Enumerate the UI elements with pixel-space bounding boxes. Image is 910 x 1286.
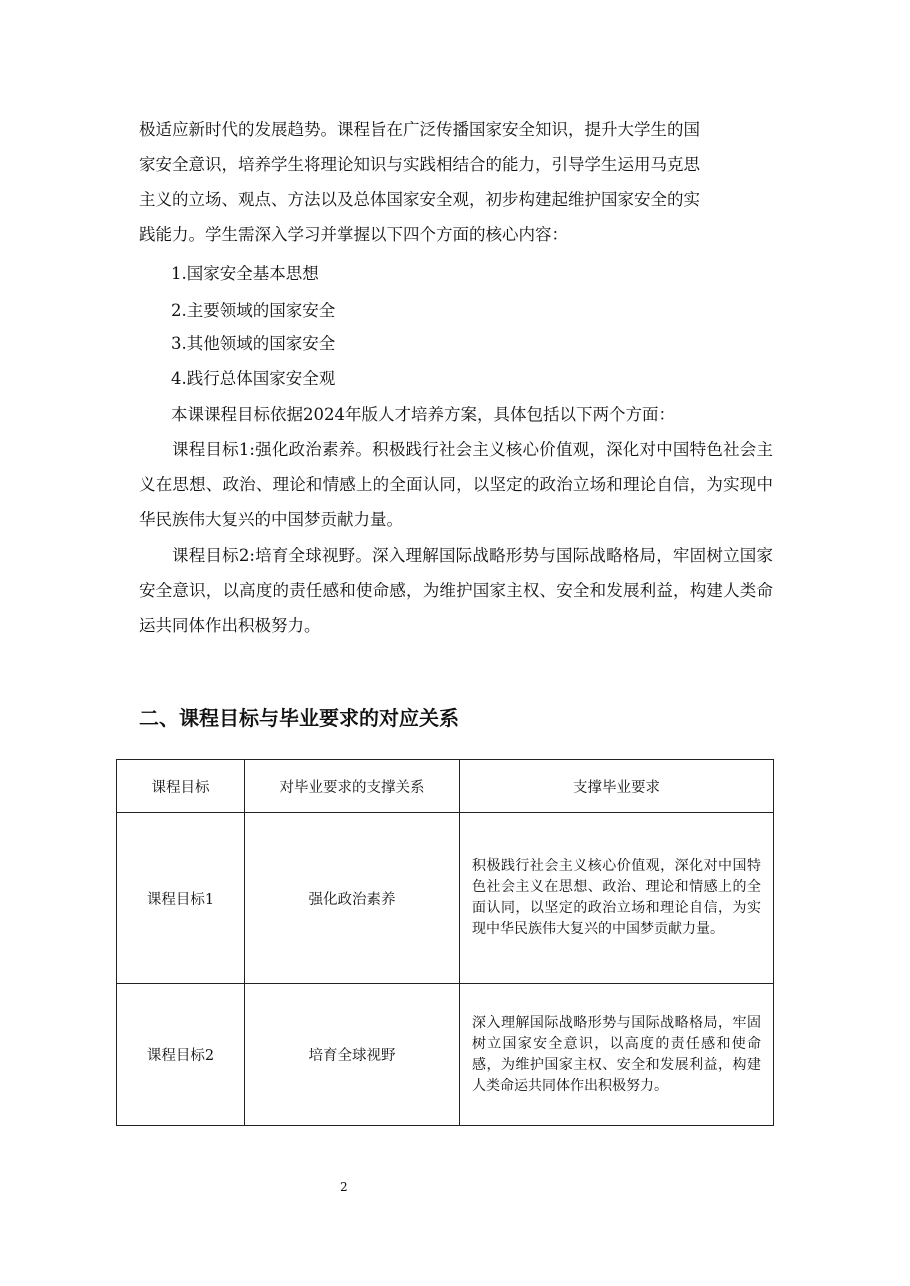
table-header-row [117,760,774,813]
intro-line: 践能力。学生需深入学习并掌握以下四个方面的核心内容： [139,225,568,244]
column-header: 对毕业要求的支撑关系 [245,760,460,813]
column-header: 支撑毕业要求 [460,760,774,813]
list-item: 1.国家安全基本思想 [171,264,319,283]
goal-cell: 课程目标2 [117,984,245,1126]
section-heading: 二、课程目标与毕业要求的对应关系 [139,706,459,730]
objective-2-paragraph: 课程目标2:培育全球视野。深入理解国际战略形势与国际战略格局，牢固树立国家安全意识，以高度的责任感和使命感，为维护国家主权、安全和发展利益，构建人类命运共同体作出积极努力。 [139,546,773,635]
list-item: 4.践行总体国家安全观 [171,369,336,388]
intro-line: 极适应新时代的发展趋势。课程旨在广泛传播国家安全知识，提升大学生的国 [139,120,700,139]
intro-line: 家安全意识，培养学生将理论知识与实践相结合的能力，引导学生运用马克思 [139,155,700,174]
support-cell: 培育全球视野 [245,984,460,1126]
table-row [117,984,774,1126]
intro-paragraph [139,112,773,252]
objectives-table [116,759,774,1126]
list-item: 2.主要领域的国家安全 [171,301,336,320]
requirement-cell: 深入理解国际战略形势与国际战略格局，牢固树立国家安全意识，以高度的责任感和使命感，为维护国家主权、安全和发展利益，构建人类命运共同体作出积极努力。 [460,984,774,1126]
page-number: 2 [340,1180,348,1194]
requirement-cell: 积极践行社会主义核心价值观，深化对中国特色社会主义在思想、政治、理论和情感上的全面认同，以坚定的政治立场和理论自信，为实现中华民族伟大复兴的中国梦贡献力量。 [460,813,774,984]
objective-1-paragraph: 课程目标1:强化政治素养。积极践行社会主义核心价值观，深化对中国特色社会主义在思想、政治、理论和情感上的全面认同，以坚定的政治立场和理论自信，为实现中华民族伟大复兴的中国梦贡献力量。 [139,440,773,529]
support-cell: 强化政治素养 [245,813,460,984]
column-header: 课程目标 [117,760,245,813]
table-row [117,813,774,984]
intro-line: 主义的立场、观点、方法以及总体国家安全观，初步构建起维护国家安全的实 [139,190,700,209]
objectives-intro: 本课课程目标依据2024年版人才培养方案，具体包括以下两个方面： [171,405,675,424]
goal-cell: 课程目标1 [117,813,245,984]
list-item: 3.其他领域的国家安全 [171,334,336,353]
